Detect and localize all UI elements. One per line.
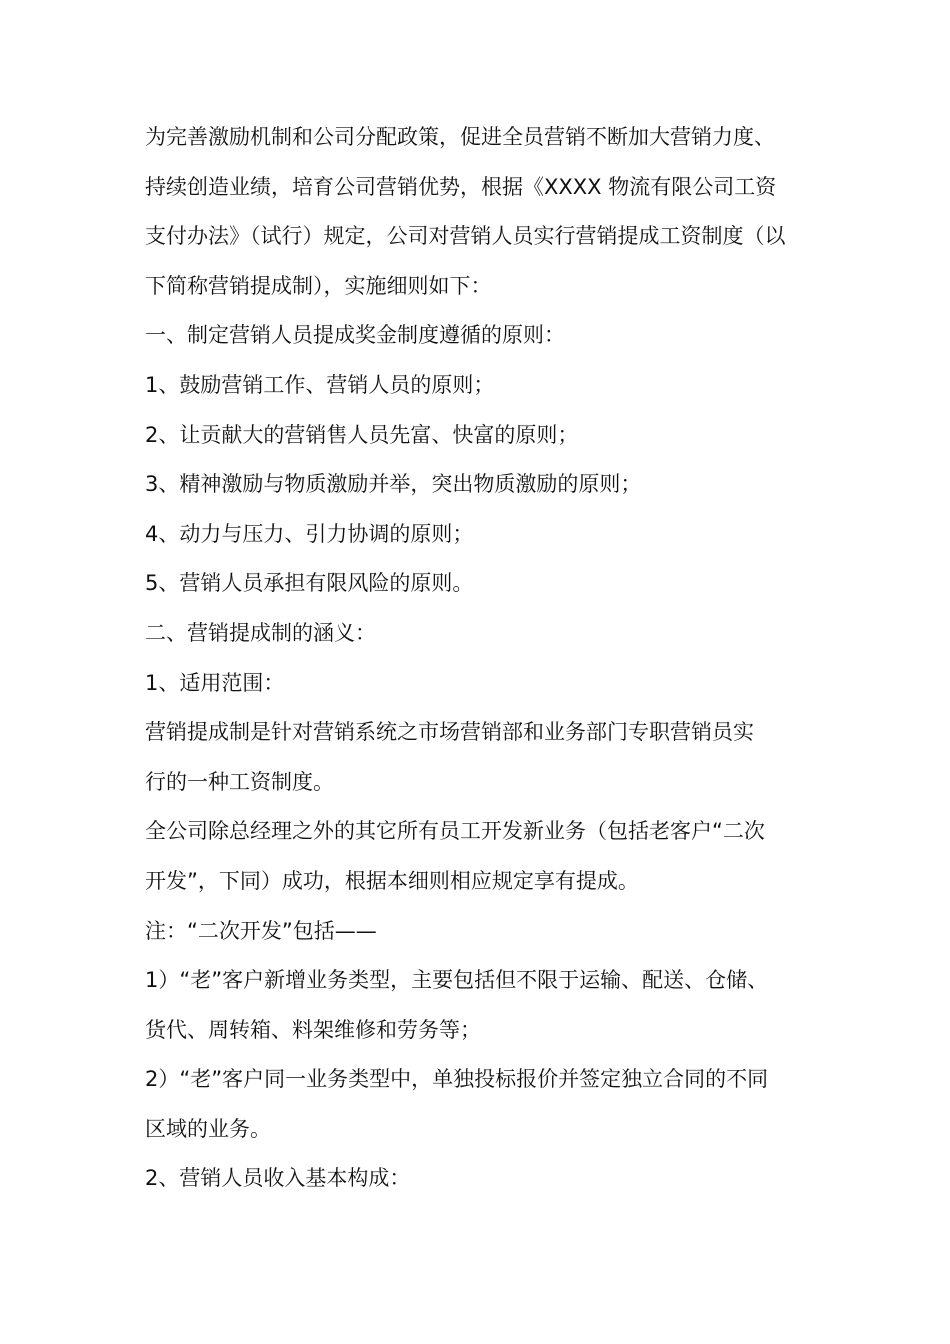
list-item: 货代、周转箱、料架维修和劳务等； [145, 1017, 481, 1042]
subsection-heading: 2、营销人员收入基本构成： [145, 1166, 411, 1191]
list-item: 区域的业务。 [145, 1116, 271, 1141]
list-item: 1）“老”客户新增业务类型，主要包括但不限于运输、配送、仓储、 [145, 968, 769, 993]
subsection-heading: 1、适用范围： [145, 670, 285, 695]
paragraph-line: 支付办法》（试行）规定，公司对营销人员实行营销提成工资制度（以 [145, 224, 786, 249]
paragraph-line: 行的一种工资制度。 [145, 769, 334, 794]
section-heading: 二、营销提成制的涵义： [145, 620, 376, 645]
list-item: 2）“老”客户同一业务类型中，单独投标报价并签定独立合同的不同 [145, 1067, 769, 1092]
paragraph-line: 开发”，下同）成功，根据本细则相应规定享有提成。 [145, 868, 639, 893]
paragraph-line: 为完善激励机制和公司分配政策，促进全员营销不断加大营销力度、 [145, 125, 775, 149]
list-item: 4、动力与压力、引力协调的原则； [145, 521, 474, 546]
paragraph-line: 全公司除总经理之外的其它所有员工开发新业务（包括老客户“二次 [145, 819, 765, 844]
note-line: 注：“二次开发”包括—— [145, 918, 377, 943]
list-item: 2、让贡献大的营销售人员先富、快富的原则； [145, 422, 579, 447]
section-heading: 一、制定营销人员提成奖金制度遵循的原则： [145, 323, 565, 348]
document-body [145, 113, 815, 1204]
list-item: 3、精神激励与物质激励并举，突出物质激励的原则； [145, 472, 642, 497]
list-item: 1、鼓励营销工作、营销人员的原则； [145, 372, 495, 397]
paragraph-line: 持续创造业绩，培育公司营销优势，根据《XXXX 物流有限公司工资 [145, 174, 777, 199]
paragraph-line: 下简称营销提成制），实施细则如下： [145, 273, 492, 298]
paragraph-line: 营销提成制是针对营销系统之市场营销部和业务部门专职营销员实 [145, 720, 754, 745]
list-item: 5、营销人员承担有限风险的原则。 [145, 571, 474, 596]
